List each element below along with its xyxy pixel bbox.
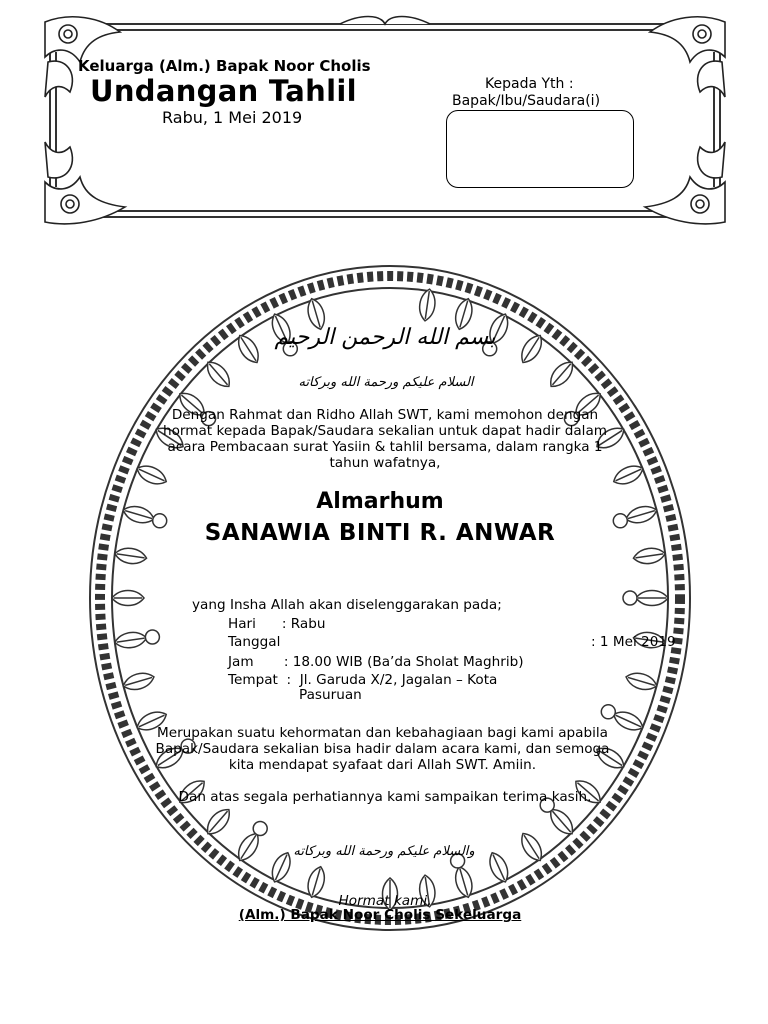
recipient-label: Kepada Yth : (485, 76, 574, 92)
wreath-leaf (624, 503, 659, 526)
closing-paragraph: Merupakan suatu kehormatan dan kebahagiaan bagi kami apabila Bapak/Saudara sekalian bisa hadir dalam acara kami, dan semoga kita mendapat syafaat dari Allah SWT. Amiin. (155, 725, 610, 773)
event-time: Jam : 18.00 WIB (Ba’da Sholat Maghrib) (228, 654, 524, 670)
wreath-leaf (624, 670, 659, 693)
salam-reply-calligraphy (293, 836, 475, 862)
event-place-city: Pasuruan (299, 687, 362, 703)
deceased-name: SANAWIA BINTI R. ANWAR (204, 520, 556, 546)
wreath-leaf (632, 546, 666, 565)
signature-regards: Hormat kami, (338, 893, 432, 909)
wreath-leaf (545, 357, 577, 391)
event-date-header: Rabu, 1 Mei 2019 (162, 108, 303, 127)
wreath-leaf (121, 670, 156, 693)
event-date-label: Tanggal (228, 634, 281, 650)
recipient-salutation: Bapak/Ibu/Saudara(i) (452, 93, 601, 109)
wreath-flower (613, 514, 627, 528)
event-place: Tempat : Jl. Garuda X/2, Jagalan – Kota (228, 672, 498, 688)
wreath-leaf (114, 546, 148, 565)
recipient-address-box (446, 110, 634, 188)
wreath-flower (601, 705, 615, 719)
salam-calligraphy (300, 368, 472, 392)
wreath-leaf (114, 630, 148, 649)
signature-family: (Alm.) Bapak Noor Cholis Sekeluarga (238, 907, 522, 923)
wreath-leaf (517, 829, 547, 864)
wreath-flower (623, 591, 637, 605)
wreath-flower (253, 822, 267, 836)
wreath-leaf (112, 591, 144, 606)
wreath-flower (145, 630, 159, 644)
invitation-title: Undangan Tahlil (90, 74, 357, 108)
svg-text:السلام عليكم ورحمة الله وبركات: السلام عليكم ورحمة الله وبركاته (298, 375, 474, 390)
event-day: Hari : Rabu (228, 616, 326, 632)
svg-text:بسم الله الرحمن الرحيم: بسم الله الرحمن الرحيم (274, 325, 496, 350)
wreath-leaf (121, 503, 156, 526)
invitation-intro: Dengan Rahmat dan Ridho Allah SWT, kami memohon dengan hormat kepada Bapak/Saudara sekalian untuk dapat hadir dalam acara Pembacaan surat Yasiin & tahlil bersama, dalam rangka 1 tahun wafatnya, (162, 407, 608, 471)
thanks-paragraph: Dan atas segala perhatiannya kami sampaikan terima kasih. (178, 789, 592, 805)
wreath-flower (153, 514, 167, 528)
family-header: Keluarga (Alm.) Bapak Noor Cholis (78, 57, 371, 75)
svg-text:والسلام عليكم ورحمة الله وبركا: والسلام عليكم ورحمة الله وبركاته (293, 844, 475, 859)
wreath-leaf (233, 331, 263, 366)
event-date-value: : 1 Mei 2019 (591, 634, 676, 650)
wreath-leaf (202, 805, 234, 839)
event-intro: yang Insha Allah akan diselenggarakan pada; (192, 597, 502, 613)
wreath-leaf (202, 357, 234, 391)
wreath-leaf (636, 591, 668, 606)
basmalah-calligraphy (274, 310, 496, 356)
deceased-title: Almarhum (316, 489, 444, 514)
wreath-leaf (517, 331, 547, 366)
